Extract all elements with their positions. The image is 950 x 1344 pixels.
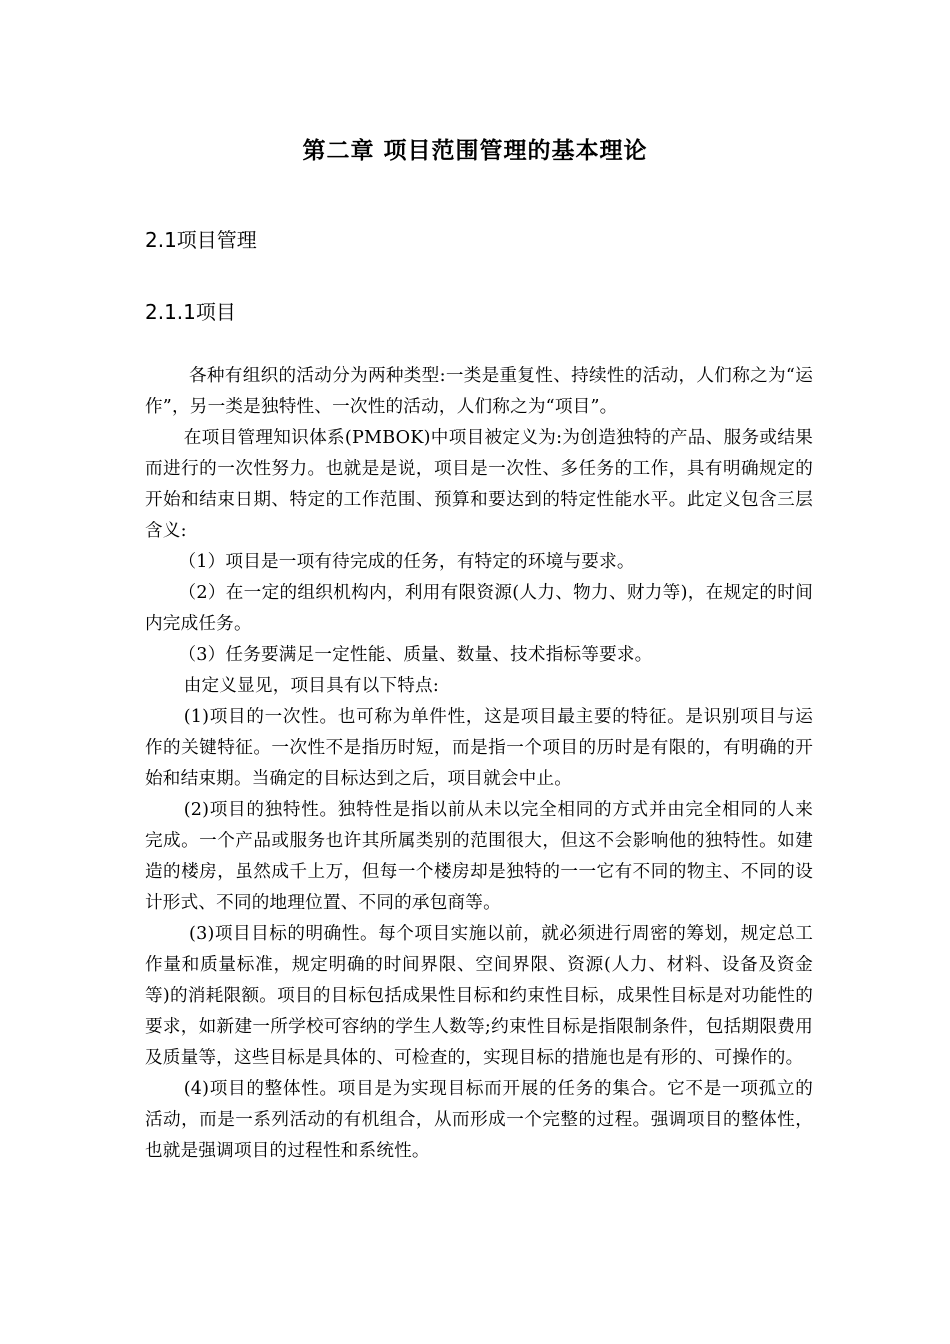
chapter-title: 第二章 项目范围管理的基本理论 — [302, 138, 648, 164]
section-heading-2-1-1: 2.1.1项目 — [145, 300, 236, 324]
paragraph-feature-2: (2)项目的独特性。独特性是指以前从未以完全相同的方式并由完全相同的人来完成。一个产品或服务也许其所属类别的范围很大，但这不会影响他的独特性。如建造的楼房，虽然成千上万，但每一个楼房却是独特的一一它有不同的物主、不同的设计形式、不同的地理位置、不同的承包商等。 — [145, 800, 813, 913]
paragraph-feature-3: (3)项目目标的明确性。每个项目实施以前，就必须进行周密的筹划，规定总工作量和质量标准，规定明确的时间界限、空间界限、资源(人力、材料、设备及资金等)的消耗限额。项目的目标包括成果性目标和约束性目标，成果性目标是对功能性的要求，如新建一所学校可容纳的学生人数等;约束性目标是指限制条件，包括期限费用及质量等，这些目标是具体的、可检查的，实现目标的措施也是有形的、可操作的。 — [145, 924, 813, 1068]
section-heading-2-1: 2.1项目管理 — [145, 228, 257, 252]
paragraph-meaning-3: （3）任务要满足一定性能、质量、数量、技术指标等要求。 — [178, 645, 653, 665]
body-text — [145, 361, 813, 1167]
paragraph-pmbok-definition: 在项目管理知识体系(PMBOK)中项目被定义为:为创造独特的产品、服务或结果而进行的一次性努力。也就是是说，项目是一次性、多任务的工作，具有明确规定的开始和结束日期、特定的工作范围、预算和要达到的特定性能水平。此定义包含三层含义: — [145, 428, 813, 541]
paragraph-feature-4: (4)项目的整体性。项目是为实现目标而开展的任务的集合。它不是一项孤立的活动，而是一系列活动的有机组合，从而形成一个完整的过程。强调项目的整体性，也就是强调项目的过程性和系统性。 — [145, 1079, 813, 1161]
paragraph-meaning-1: （1）项目是一项有待完成的任务，有特定的环境与要求。 — [178, 552, 635, 572]
paragraph-meaning-2: （2）在一定的组织机构内，利用有限资源(人力、物力、财力等)，在规定的时间内完成任务。 — [145, 583, 813, 634]
paragraph-activity-types: 各种有组织的活动分为两种类型:一类是重复性、持续性的活动，人们称之为“运作”，另一类是独特性、一次性的活动，人们称之为“项目”。 — [145, 366, 813, 417]
paragraph-features-intro: 由定义显见，项目具有以下特点: — [183, 676, 439, 696]
paragraph-feature-1: (1)项目的一次性。也可称为单件性，这是项目最主要的特征。是识别项目与运作的关键特征。一次性不是指历时短，而是指一个项目的历时是有限的，有明确的开始和结束期。当确定的目标达到之后，项目就会中止。 — [145, 707, 813, 789]
